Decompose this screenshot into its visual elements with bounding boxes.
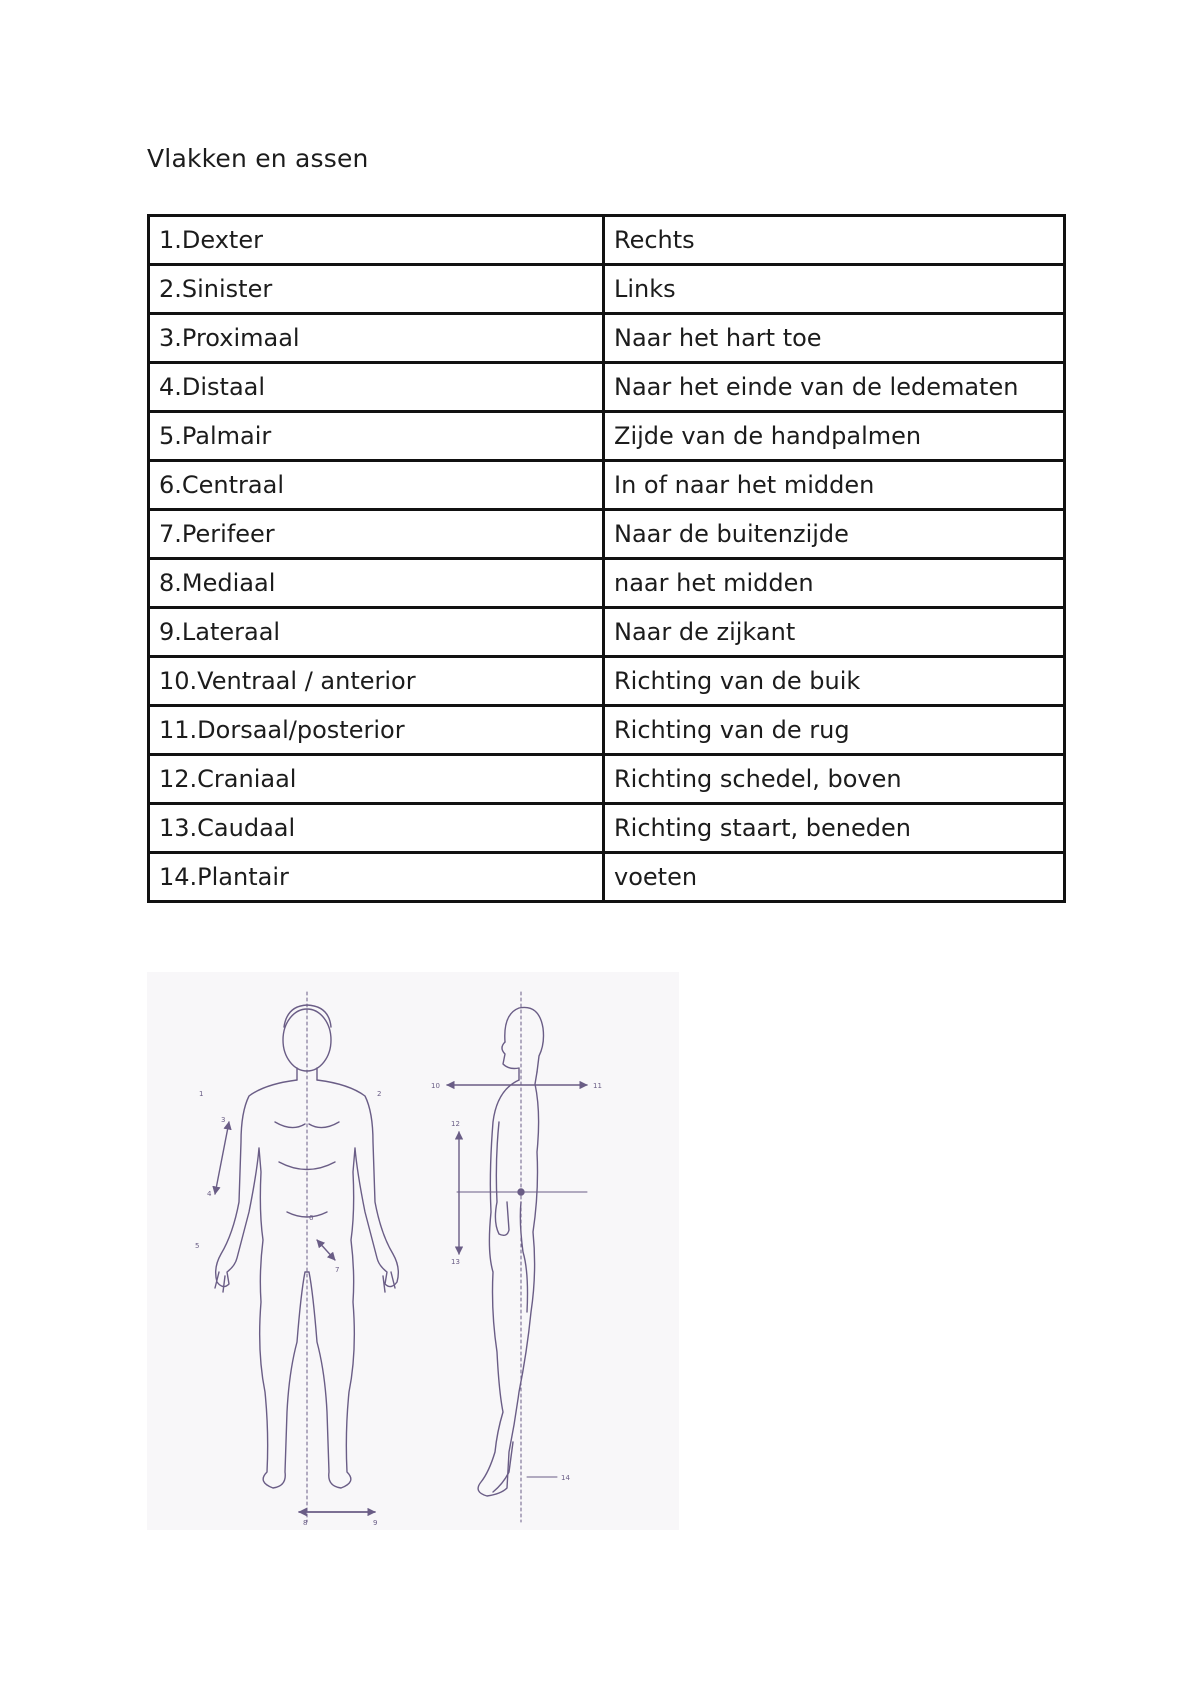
table-row bbox=[149, 559, 1065, 608]
term-cell: 8.Mediaal bbox=[149, 559, 604, 608]
figure-label: 9 bbox=[373, 1519, 378, 1527]
term-cell: 7.Perifeer bbox=[149, 510, 604, 559]
table-row bbox=[149, 265, 1065, 314]
meaning-cell: Zijde van de handpalmen bbox=[604, 412, 1065, 461]
figure-label: 11 bbox=[593, 1082, 602, 1090]
table-row bbox=[149, 853, 1065, 902]
meaning-cell: Richting schedel, boven bbox=[604, 755, 1065, 804]
figure-label: 10 bbox=[431, 1082, 440, 1090]
meaning-cell: Naar de zijkant bbox=[604, 608, 1065, 657]
meaning-cell: Naar het hart toe bbox=[604, 314, 1065, 363]
table-row bbox=[149, 314, 1065, 363]
figure-label: 12 bbox=[451, 1120, 460, 1128]
table-row bbox=[149, 706, 1065, 755]
table-row bbox=[149, 216, 1065, 265]
figure-label: 13 bbox=[451, 1258, 460, 1266]
terms-table bbox=[147, 214, 1066, 903]
table-row bbox=[149, 363, 1065, 412]
meaning-cell: In of naar het midden bbox=[604, 461, 1065, 510]
table-row bbox=[149, 755, 1065, 804]
term-cell: 6.Centraal bbox=[149, 461, 604, 510]
term-cell: 5.Palmair bbox=[149, 412, 604, 461]
term-cell: 13.Caudaal bbox=[149, 804, 604, 853]
meaning-cell: Richting van de rug bbox=[604, 706, 1065, 755]
anatomy-illustration bbox=[147, 972, 679, 1530]
meaning-cell: Links bbox=[604, 265, 1065, 314]
term-cell: 14.Plantair bbox=[149, 853, 604, 902]
meaning-cell: Richting van de buik bbox=[604, 657, 1065, 706]
term-cell: 3.Proximaal bbox=[149, 314, 604, 363]
meaning-cell: Naar de buitenzijde bbox=[604, 510, 1065, 559]
table-row bbox=[149, 657, 1065, 706]
table-row bbox=[149, 510, 1065, 559]
page-title: Vlakken en assen bbox=[147, 144, 369, 173]
meaning-cell: Richting staart, beneden bbox=[604, 804, 1065, 853]
meaning-cell: Rechts bbox=[604, 216, 1065, 265]
figure-label: 5 bbox=[195, 1242, 200, 1250]
meaning-cell: naar het midden bbox=[604, 559, 1065, 608]
table-row bbox=[149, 461, 1065, 510]
table-row bbox=[149, 412, 1065, 461]
term-cell: 10.Ventraal / anterior bbox=[149, 657, 604, 706]
term-cell: 2.Sinister bbox=[149, 265, 604, 314]
figure-label: 6 bbox=[309, 1214, 314, 1222]
side-body-outline bbox=[478, 1007, 543, 1496]
term-cell: 9.Lateraal bbox=[149, 608, 604, 657]
figure-label: 3 bbox=[221, 1116, 226, 1124]
figure-label: 4 bbox=[207, 1190, 212, 1198]
term-cell: 11.Dorsaal/posterior bbox=[149, 706, 604, 755]
term-cell: 12.Craniaal bbox=[149, 755, 604, 804]
table-row bbox=[149, 804, 1065, 853]
table-row bbox=[149, 608, 1065, 657]
meaning-cell: voeten bbox=[604, 853, 1065, 902]
figure-label: 8 bbox=[303, 1519, 308, 1527]
figure-label: 1 bbox=[199, 1090, 204, 1098]
figure-label: 14 bbox=[561, 1474, 570, 1482]
term-cell: 4.Distaal bbox=[149, 363, 604, 412]
anatomy-figure bbox=[147, 972, 679, 1530]
term-cell: 1.Dexter bbox=[149, 216, 604, 265]
figure-label: 7 bbox=[335, 1266, 340, 1274]
figure-label: 2 bbox=[377, 1090, 382, 1098]
meaning-cell: Naar het einde van de ledematen bbox=[604, 363, 1065, 412]
